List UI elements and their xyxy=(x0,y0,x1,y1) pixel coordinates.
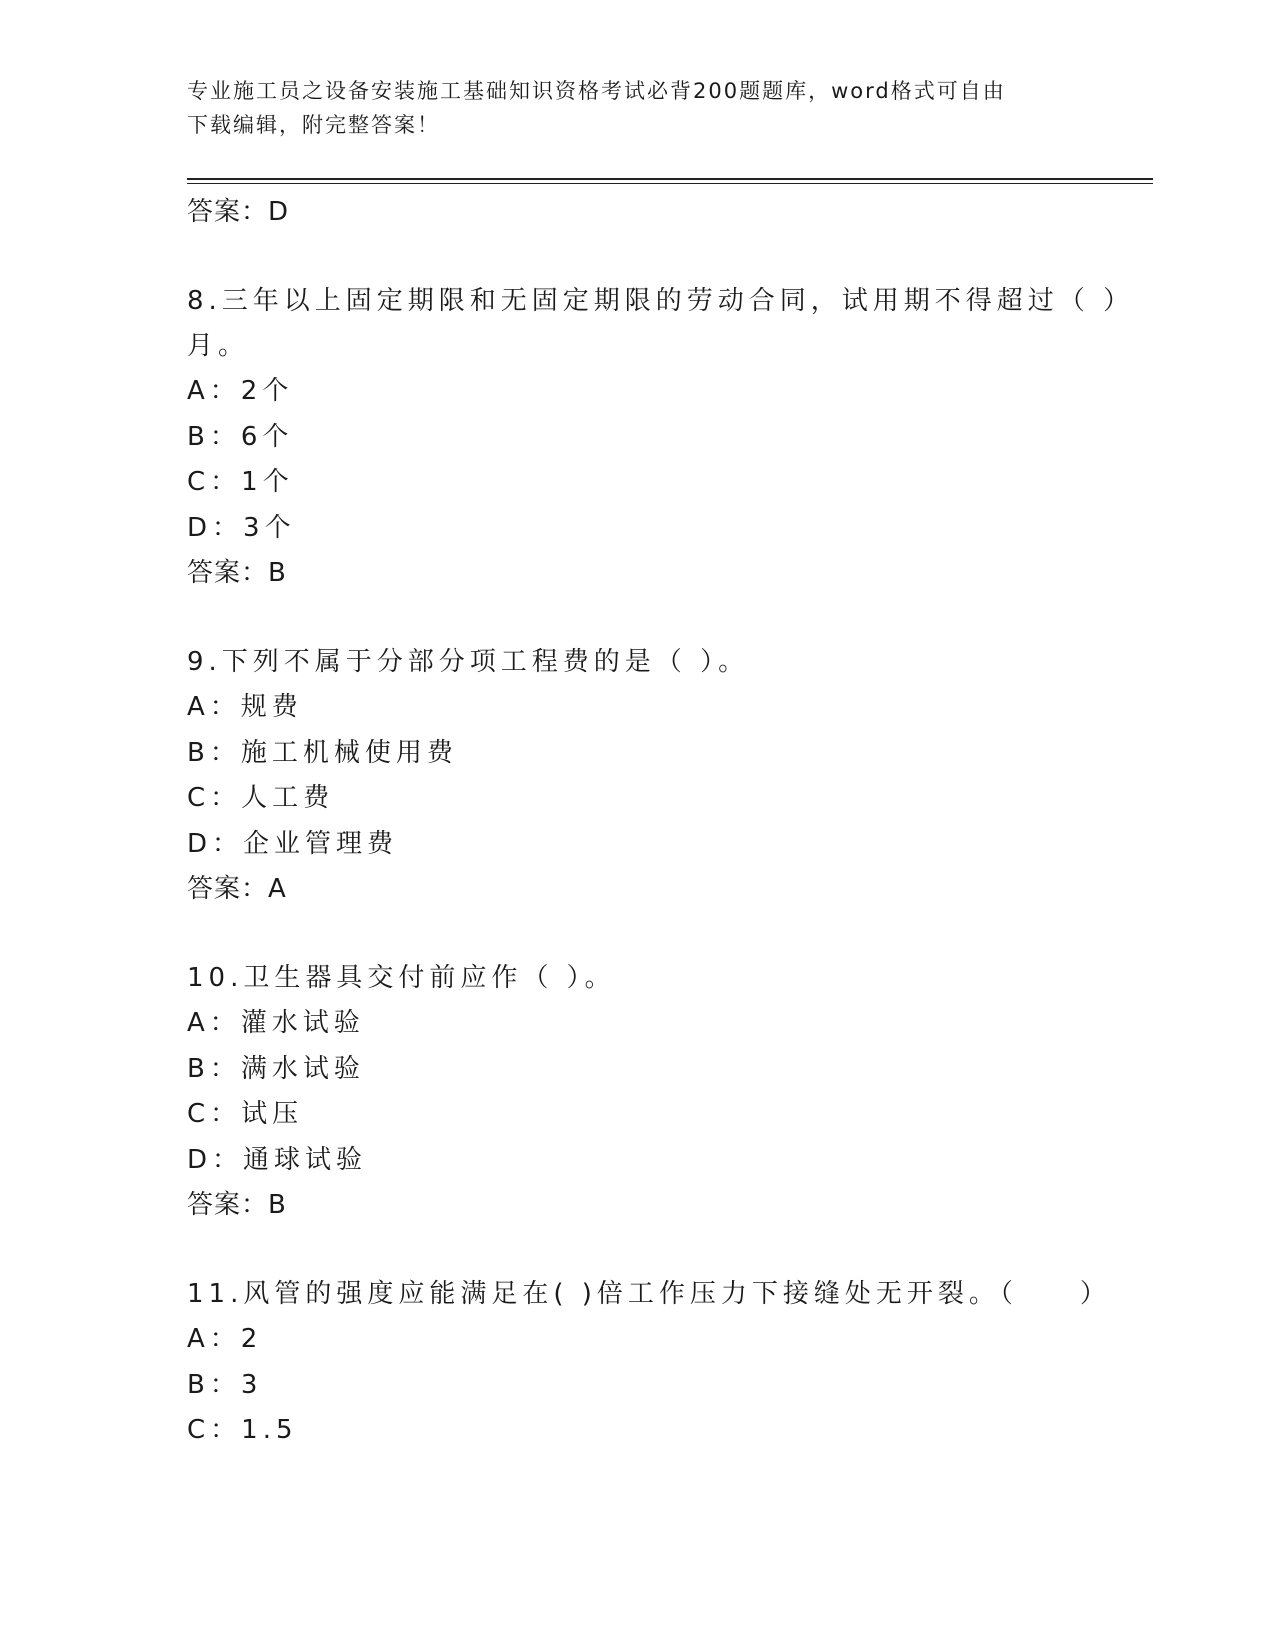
question-9 xyxy=(187,640,1147,912)
question-10 xyxy=(187,956,1147,1228)
header-line-1: 专业施工员之设备安装施工基础知识资格考试必背200题题库，word格式可自由 xyxy=(187,79,1006,103)
option-b: B：3 xyxy=(187,1369,263,1400)
question-11 xyxy=(187,1272,1147,1454)
option-d: D：3个 xyxy=(187,512,296,543)
option-c: C：人工费 xyxy=(187,783,335,813)
option-c: C：1个 xyxy=(187,467,294,497)
header-divider-thin xyxy=(187,183,1153,184)
answer-line: 答案：B xyxy=(187,1190,287,1220)
answer-line: 答案：A xyxy=(187,874,287,904)
option-a: A：规费 xyxy=(187,692,303,722)
header-line-2: 下载编辑，附完整答案！ xyxy=(187,113,440,137)
option-a: A：2 xyxy=(187,1324,263,1354)
option-c: C：1.5 xyxy=(187,1415,298,1445)
question-list xyxy=(187,190,1147,1454)
option-d: D：通球试验 xyxy=(187,1144,368,1175)
option-c: C：试压 xyxy=(187,1099,304,1129)
option-b: B：满水试验 xyxy=(187,1053,365,1084)
question-8 xyxy=(187,279,1147,596)
question-text: 8.三年以上固定期限和无固定期限的劳动合同，试用期不得超过（ ） xyxy=(187,286,1135,316)
question-text: 10.卫生器具交付前应作（ ）。 xyxy=(187,963,616,993)
option-a: A：2个 xyxy=(187,376,294,406)
option-a: A：灌水试验 xyxy=(187,1008,365,1038)
option-d: D：企业管理费 xyxy=(187,828,399,859)
answer-line: 答案：B xyxy=(187,558,287,588)
option-b: B：施工机械使用费 xyxy=(187,737,458,768)
header-divider-thick xyxy=(187,178,1153,180)
question-text: 11.风管的强度应能满足在( )倍工作压力下接缝处无开裂。（ ） xyxy=(187,1279,1111,1309)
question-text: 9.下列不属于分部分项工程费的是（ ）。 xyxy=(187,647,750,677)
document-header xyxy=(187,74,1087,142)
option-b: B：6个 xyxy=(187,421,294,452)
question-text-continued: 月。 xyxy=(187,331,250,361)
answer-line: 答案：D xyxy=(187,197,290,227)
